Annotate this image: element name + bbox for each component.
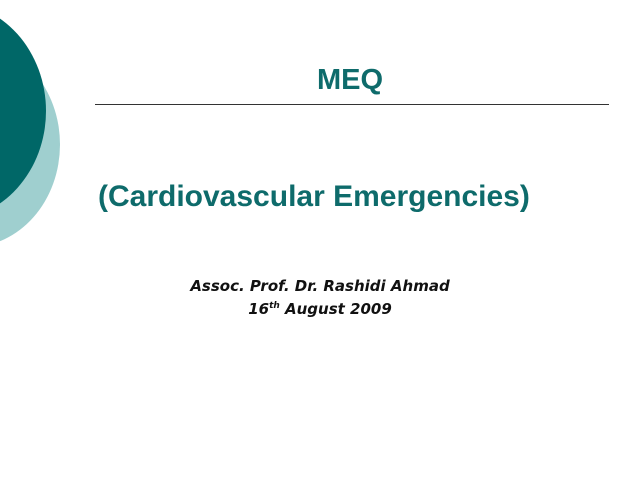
title-divider <box>95 104 609 105</box>
slide-subtitle: (Cardiovascular Emergencies) <box>98 180 530 213</box>
date-month-year: August 2009 <box>279 300 392 318</box>
date-day: 16 <box>248 300 270 318</box>
author-line: Assoc. Prof. Dr. Rashidi Ahmad <box>190 277 450 295</box>
date-line <box>130 299 510 319</box>
slide-title: MEQ <box>316 64 384 96</box>
date-ordinal-suffix: th <box>269 301 280 311</box>
